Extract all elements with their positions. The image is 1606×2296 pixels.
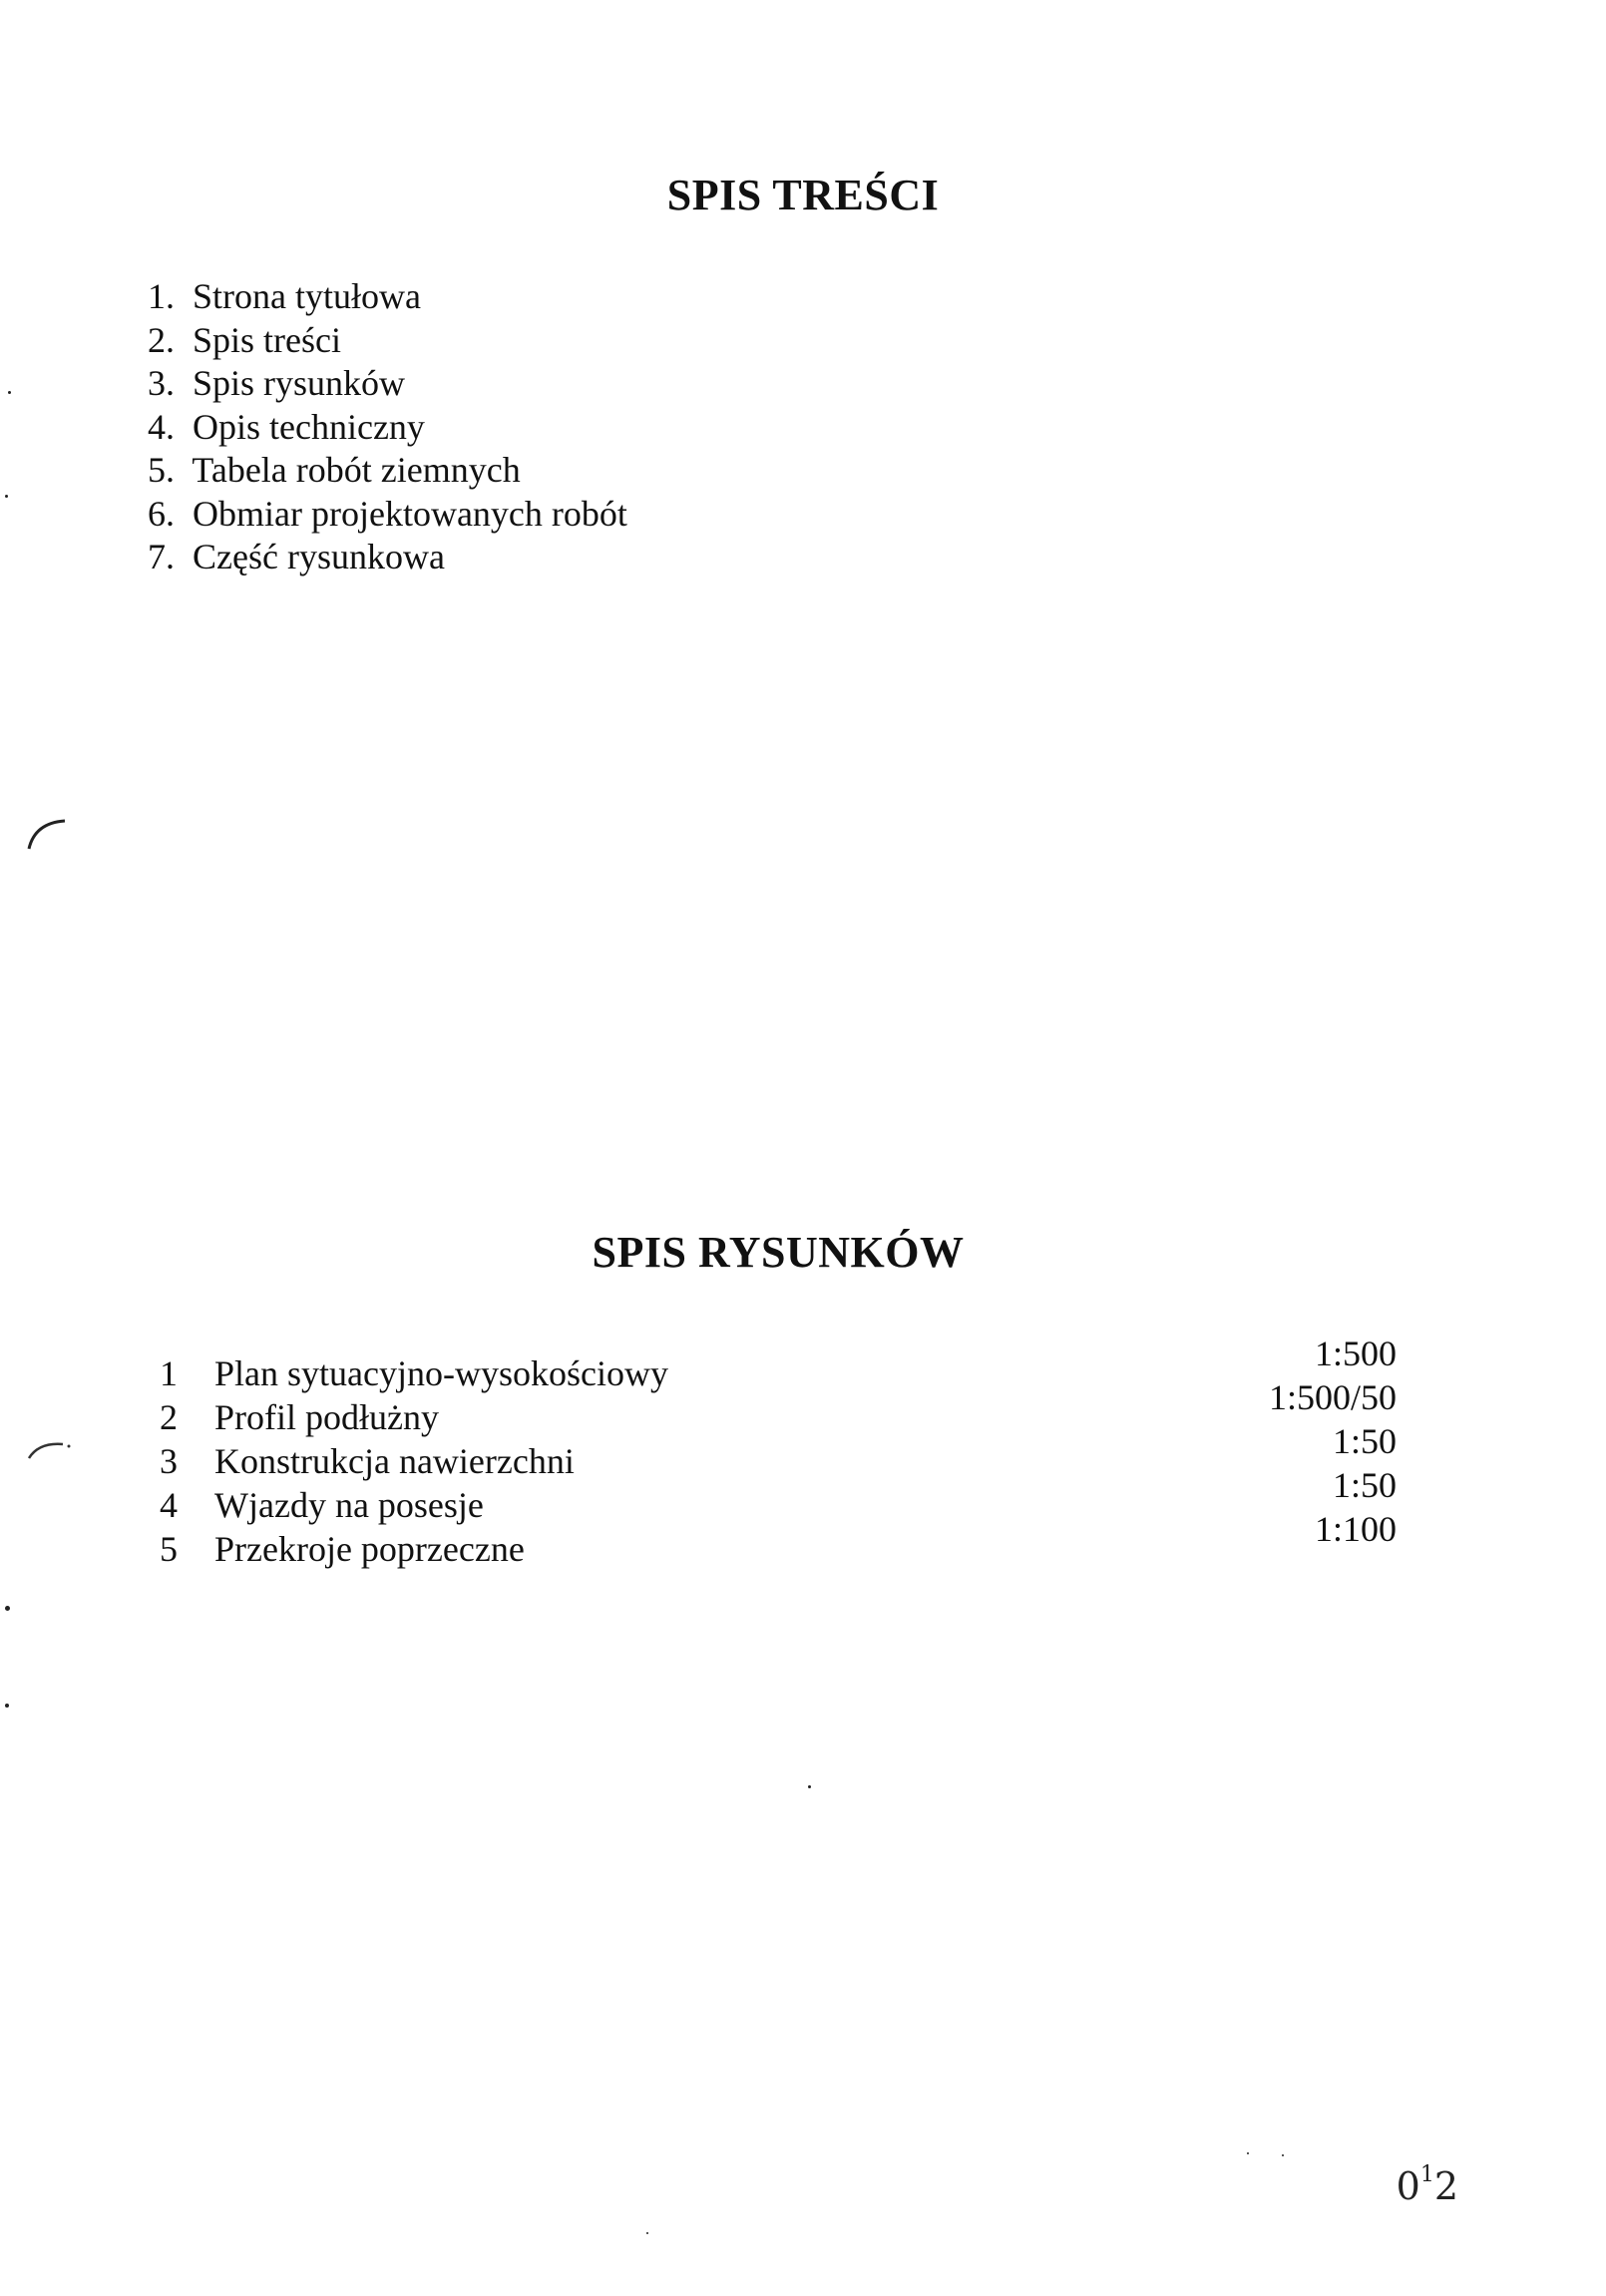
toc-heading: SPIS TREŚCI bbox=[666, 171, 940, 219]
drawing-row bbox=[160, 1334, 1397, 1393]
drawing-scale: 1:100 bbox=[1314, 1509, 1397, 1549]
page-number-mark bbox=[1397, 2162, 1458, 2208]
drawings-heading: SPIS RYSUNKÓW bbox=[592, 1228, 965, 1277]
toc-item-label: Część rysunkowa bbox=[193, 537, 445, 576]
toc-item bbox=[148, 319, 627, 363]
page-mark-main: 0 bbox=[1396, 2164, 1420, 2208]
toc-item-label: Spis treści bbox=[193, 319, 341, 360]
drawing-scale: 1:500 bbox=[1314, 1334, 1397, 1373]
drawing-name: Profil podłużny bbox=[214, 1397, 439, 1437]
scan-speck bbox=[5, 1606, 10, 1611]
drawing-number: 5 bbox=[160, 1529, 178, 1569]
drawing-name: Konstrukcja nawierzchni bbox=[214, 1441, 575, 1481]
drawing-scale: 1:50 bbox=[1332, 1421, 1397, 1461]
toc-item-label: Spis rysunków bbox=[193, 363, 406, 403]
drawing-number: 4 bbox=[160, 1485, 178, 1525]
drawings-list bbox=[160, 1334, 1397, 1569]
toc-item-number: 6. bbox=[148, 493, 175, 534]
scan-speck bbox=[808, 1785, 811, 1788]
toc-item-label: Tabela robót ziemnych bbox=[192, 450, 521, 490]
toc-item bbox=[148, 275, 627, 319]
punch-hole-arc bbox=[25, 1436, 75, 1466]
drawing-name: Wjazdy na posesje bbox=[214, 1485, 484, 1525]
toc-item-number: 7. bbox=[148, 537, 175, 576]
drawing-number: 3 bbox=[160, 1441, 178, 1481]
drawing-row bbox=[160, 1377, 1397, 1437]
punch-hole-arc bbox=[25, 813, 75, 853]
drawing-name: Plan sytuacyjno-wysokościowy bbox=[214, 1353, 668, 1393]
toc-item-number: 4. bbox=[148, 406, 175, 447]
drawing-scale: 1:500/50 bbox=[1268, 1377, 1397, 1417]
toc-item-label: Strona tytułowa bbox=[193, 276, 421, 316]
toc-item bbox=[148, 449, 627, 493]
drawing-number: 2 bbox=[160, 1397, 178, 1437]
drawing-name: Przekroje poprzeczne bbox=[214, 1529, 525, 1569]
page-mark-tail: 2 bbox=[1433, 2164, 1458, 2208]
drawing-row bbox=[160, 1421, 1397, 1481]
scan-speck bbox=[5, 1704, 9, 1708]
toc-item-number: 5. bbox=[148, 450, 175, 490]
toc-item-label: Opis techniczny bbox=[193, 406, 425, 447]
toc-item bbox=[148, 362, 627, 406]
toc-item-number: 3. bbox=[148, 363, 175, 403]
toc-item bbox=[148, 536, 627, 579]
toc-item bbox=[148, 406, 627, 450]
scan-speck bbox=[1282, 2154, 1284, 2156]
scan-speck bbox=[646, 2232, 648, 2234]
scan-speck bbox=[8, 391, 11, 394]
toc-item-label: Obmiar projektowanych robót bbox=[193, 493, 627, 534]
scan-speck bbox=[1247, 2152, 1249, 2154]
drawing-row bbox=[160, 1465, 1397, 1525]
toc-item-number: 2. bbox=[148, 319, 175, 360]
toc-item-number: 1. bbox=[148, 276, 175, 316]
toc-item bbox=[148, 493, 627, 537]
drawing-row bbox=[160, 1509, 1397, 1569]
drawing-scale: 1:50 bbox=[1332, 1465, 1397, 1505]
drawing-number: 1 bbox=[160, 1353, 178, 1393]
scan-speck bbox=[5, 495, 8, 498]
toc-list bbox=[148, 275, 627, 579]
page-mark-superscript: 1 bbox=[1419, 2162, 1434, 2187]
